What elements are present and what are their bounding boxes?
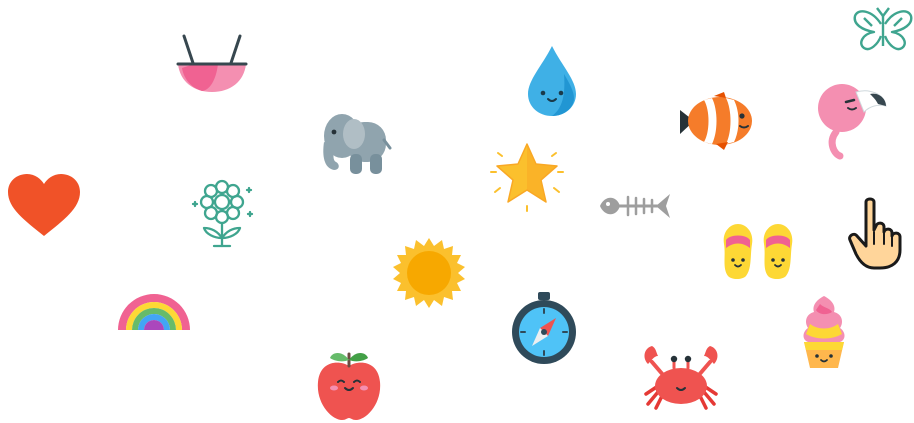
fish-bone-icon[interactable] <box>598 190 672 222</box>
heart-icon[interactable] <box>6 172 82 238</box>
hammock-icon[interactable] <box>174 32 250 96</box>
hand-pointer-cursor-icon <box>846 196 906 270</box>
crab-icon[interactable] <box>642 342 720 412</box>
sun-icon[interactable] <box>392 236 466 310</box>
rainbow-icon[interactable] <box>116 290 192 332</box>
compass-icon[interactable] <box>510 292 578 366</box>
apple-icon[interactable] <box>314 348 384 422</box>
flower-icon[interactable] <box>190 178 254 248</box>
star-icon[interactable] <box>490 138 564 212</box>
flip-flops-icon[interactable] <box>720 222 798 280</box>
cupcake-icon[interactable] <box>800 294 848 370</box>
butterfly-icon[interactable] <box>852 6 914 52</box>
clownfish-icon[interactable] <box>678 90 754 152</box>
water-drop-icon[interactable] <box>524 44 580 118</box>
elephant-icon[interactable] <box>312 106 392 176</box>
flamingo-icon[interactable] <box>812 82 888 160</box>
